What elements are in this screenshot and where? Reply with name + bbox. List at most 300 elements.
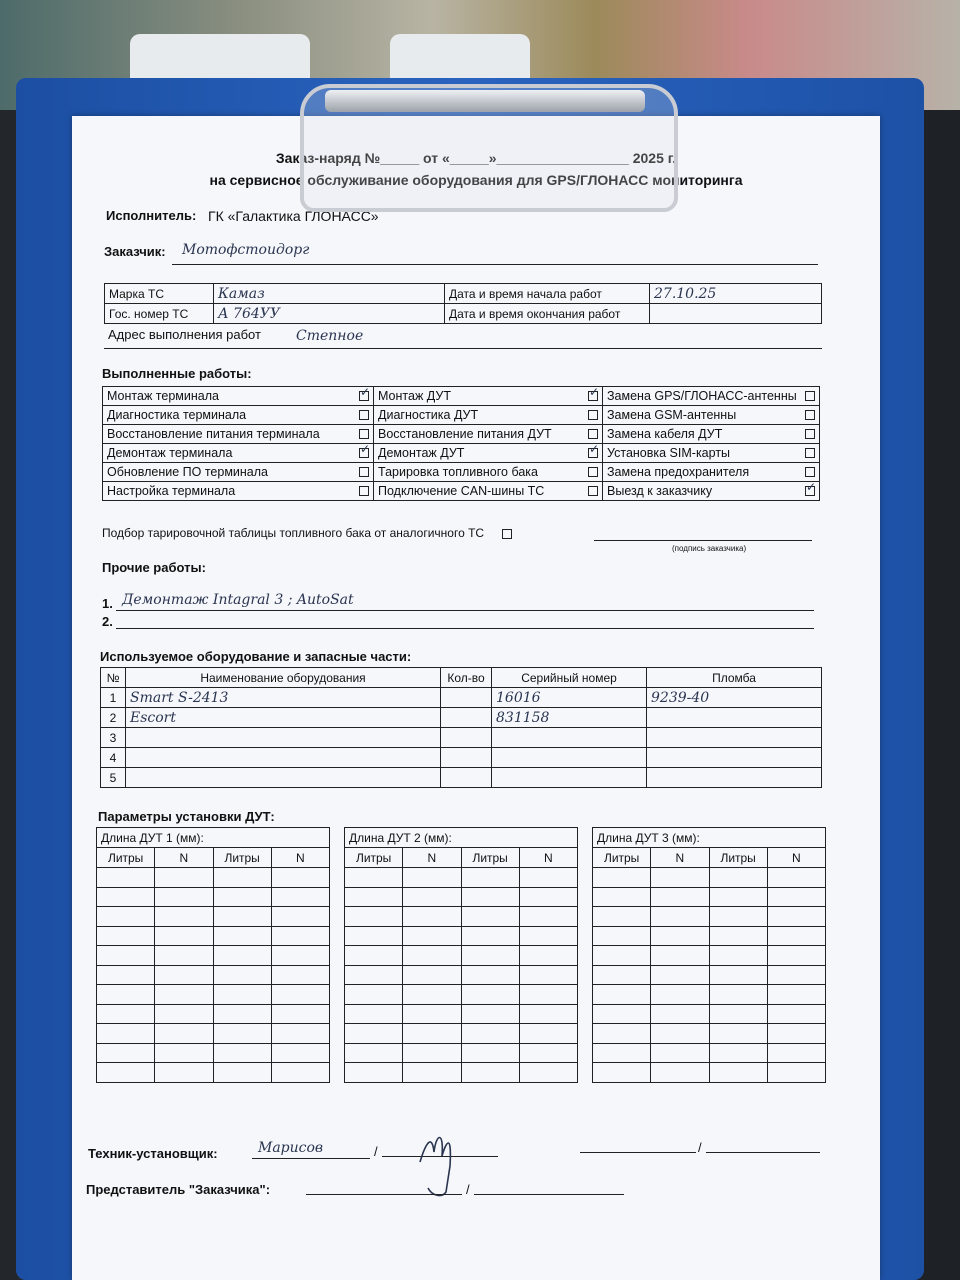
work-item xyxy=(374,387,603,406)
dut-header-cell: Литры xyxy=(97,848,155,868)
other-work-num: 1. xyxy=(102,596,113,611)
dut-cell[interactable] xyxy=(403,965,461,985)
work-item-label: Демонтаж терминала xyxy=(107,446,233,460)
equipment-header-cell: Пломба xyxy=(647,668,822,688)
work-item-content xyxy=(107,484,369,498)
dut-cell[interactable] xyxy=(519,1004,577,1024)
dut-row xyxy=(345,1024,578,1044)
dut-cell[interactable] xyxy=(155,965,213,985)
work-item-checkbox[interactable] xyxy=(359,391,369,401)
dut-header-cell: N xyxy=(519,848,577,868)
dut-cell[interactable] xyxy=(709,1063,767,1083)
equipment-cell xyxy=(441,728,492,748)
dut-cell[interactable] xyxy=(97,965,155,985)
dut-cell[interactable] xyxy=(97,985,155,1005)
work-item-checkbox[interactable] xyxy=(805,429,815,439)
dut-cell[interactable] xyxy=(519,946,577,966)
dut-cell[interactable] xyxy=(461,887,519,907)
dut-row xyxy=(345,1043,578,1063)
dut-header-row xyxy=(593,848,826,868)
dut-cell[interactable] xyxy=(345,985,403,1005)
dut-row xyxy=(97,1043,330,1063)
dut-cell[interactable] xyxy=(519,965,577,985)
dut-cell[interactable] xyxy=(345,907,403,927)
other-work-line xyxy=(116,628,814,629)
equipment-row xyxy=(101,708,822,728)
dut-cell[interactable] xyxy=(461,1063,519,1083)
work-item-label: Обновление ПО терминала xyxy=(107,465,268,479)
work-item-checkbox[interactable] xyxy=(805,410,815,420)
work-item-checkbox[interactable] xyxy=(588,429,598,439)
dut-cell[interactable] xyxy=(155,887,213,907)
start-value: 27.10.25 xyxy=(650,284,822,304)
dut-cell[interactable] xyxy=(519,1063,577,1083)
work-item xyxy=(103,444,374,463)
dut-cell[interactable] xyxy=(461,1004,519,1024)
work-item-checkbox[interactable] xyxy=(588,391,598,401)
dut-header-cell: Литры xyxy=(461,848,519,868)
address-value: Степное xyxy=(296,328,364,344)
dut-row xyxy=(345,887,578,907)
dut-cell[interactable] xyxy=(651,907,709,927)
dut-cell[interactable] xyxy=(651,1004,709,1024)
work-item xyxy=(374,406,603,425)
works-title: Выполненные работы: xyxy=(102,366,252,381)
dut-cell[interactable] xyxy=(403,985,461,1005)
dut-cell[interactable] xyxy=(593,887,651,907)
work-order-sheet xyxy=(72,116,880,1280)
work-item-content xyxy=(607,408,815,422)
dut-cell[interactable] xyxy=(213,1063,271,1083)
dut-cell[interactable] xyxy=(403,887,461,907)
dut-row xyxy=(97,926,330,946)
dut-row xyxy=(97,965,330,985)
works-row xyxy=(103,482,820,501)
equipment-cell xyxy=(441,688,492,708)
dut-cell[interactable] xyxy=(213,868,271,888)
work-item-content xyxy=(378,446,598,460)
dut-cell[interactable] xyxy=(767,1024,825,1044)
dut-cell[interactable] xyxy=(213,1043,271,1063)
dut-caption-row xyxy=(97,828,330,848)
technician-signature xyxy=(412,1122,482,1202)
dut-header-cell: N xyxy=(403,848,461,868)
dut-row xyxy=(593,868,826,888)
dut-cell[interactable] xyxy=(767,887,825,907)
customer-value: Мотофстоидорг xyxy=(182,242,310,258)
works-row xyxy=(103,425,820,444)
dut-cell[interactable] xyxy=(403,1004,461,1024)
dut-row xyxy=(345,946,578,966)
technician-name-line xyxy=(252,1158,370,1159)
representative-name-line xyxy=(306,1194,462,1195)
dut-cell[interactable] xyxy=(709,946,767,966)
dut-row xyxy=(97,868,330,888)
dut-cell[interactable] xyxy=(519,868,577,888)
dut-cell[interactable] xyxy=(461,1043,519,1063)
dut-cell[interactable] xyxy=(767,946,825,966)
dut-header-cell: N xyxy=(155,848,213,868)
work-item-label: Установка SIM-карты xyxy=(607,446,731,460)
dut-cell[interactable] xyxy=(593,907,651,927)
dut-row xyxy=(593,985,826,1005)
clipboard-clip-bar xyxy=(325,90,645,112)
equipment-cell xyxy=(441,708,492,728)
dut-cell[interactable] xyxy=(97,1004,155,1024)
work-item-checkbox[interactable] xyxy=(359,410,369,420)
dut-cell[interactable] xyxy=(155,985,213,1005)
work-item-checkbox[interactable] xyxy=(588,467,598,477)
dut-cell[interactable] xyxy=(651,985,709,1005)
dut-cell[interactable] xyxy=(651,926,709,946)
dut-cell[interactable] xyxy=(519,985,577,1005)
work-item-content xyxy=(378,465,598,479)
equipment-header-cell: Кол-во xyxy=(441,668,492,688)
work-item-content xyxy=(607,427,815,441)
dut-cell[interactable] xyxy=(271,1063,329,1083)
dut-cell[interactable] xyxy=(709,1043,767,1063)
dut-cell[interactable] xyxy=(709,965,767,985)
dut-row xyxy=(593,965,826,985)
work-item-label: Настройка терминала xyxy=(107,484,236,498)
equipment-header-cell: Серийный номер xyxy=(492,668,647,688)
dut-cell[interactable] xyxy=(651,868,709,888)
dut-cell[interactable] xyxy=(651,965,709,985)
work-item-content xyxy=(378,484,598,498)
equipment-cell: 4 xyxy=(101,748,126,768)
dut-cell[interactable] xyxy=(709,1004,767,1024)
equipment-header-cell: № xyxy=(101,668,126,688)
equipment-cell xyxy=(441,748,492,768)
work-item-checkbox[interactable] xyxy=(588,410,598,420)
dut-cell[interactable] xyxy=(155,946,213,966)
dut-cell[interactable] xyxy=(271,965,329,985)
dut-cell[interactable] xyxy=(213,907,271,927)
other-works-title: Прочие работы: xyxy=(102,560,206,575)
dut-cell[interactable] xyxy=(767,926,825,946)
dut-cell[interactable] xyxy=(651,887,709,907)
dut-cell[interactable] xyxy=(593,1024,651,1044)
customer-line xyxy=(172,264,818,265)
dut-cell[interactable] xyxy=(593,1043,651,1063)
line-blank xyxy=(580,1152,696,1153)
dut-cell[interactable] xyxy=(767,1043,825,1063)
dut-cell[interactable] xyxy=(271,1024,329,1044)
work-item-content xyxy=(607,484,815,498)
work-item xyxy=(103,387,374,406)
dut-cell[interactable] xyxy=(403,1043,461,1063)
technician-label: Техник-установщик: xyxy=(88,1146,218,1161)
equipment-cell: 2 xyxy=(101,708,126,728)
dut-cell[interactable] xyxy=(345,1043,403,1063)
dut-cell[interactable] xyxy=(271,907,329,927)
dut-cell[interactable] xyxy=(461,946,519,966)
customer-signature-caption: (подпись заказчика) xyxy=(672,544,747,553)
work-item-content xyxy=(107,408,369,422)
dut-cell[interactable] xyxy=(461,926,519,946)
work-item-checkbox[interactable] xyxy=(805,486,815,496)
dut-cell[interactable] xyxy=(403,907,461,927)
dut-cell[interactable] xyxy=(213,946,271,966)
equipment-cell xyxy=(441,768,492,788)
dut-cell[interactable] xyxy=(403,926,461,946)
work-item-checkbox[interactable] xyxy=(359,467,369,477)
dut-cell[interactable] xyxy=(593,965,651,985)
dut-cell[interactable] xyxy=(651,1043,709,1063)
work-item-label: Подключение CAN-шины ТС xyxy=(378,484,545,498)
equipment-cell xyxy=(126,728,441,748)
work-item-label: Диагностика ДУТ xyxy=(378,408,479,422)
equipment-cell: 5 xyxy=(101,768,126,788)
slash: / xyxy=(374,1144,378,1159)
work-item-content xyxy=(607,446,815,460)
work-item xyxy=(103,463,374,482)
dut-cell[interactable] xyxy=(593,985,651,1005)
work-item-content xyxy=(607,389,815,403)
dut-cell[interactable] xyxy=(213,1024,271,1044)
plate-label: Гос. номер ТС xyxy=(105,304,214,324)
dut-cell[interactable] xyxy=(155,868,213,888)
dut-cell[interactable] xyxy=(651,1063,709,1083)
dut-cell[interactable] xyxy=(461,907,519,927)
works-table xyxy=(102,386,820,501)
dut-cell[interactable] xyxy=(461,868,519,888)
dut-cell[interactable] xyxy=(213,1004,271,1024)
work-item-checkbox[interactable] xyxy=(805,467,815,477)
tare-selection-checkbox[interactable] xyxy=(502,529,512,539)
dut-cell[interactable] xyxy=(155,1043,213,1063)
dut-row xyxy=(97,887,330,907)
dut-cell[interactable] xyxy=(345,887,403,907)
dut-cell[interactable] xyxy=(767,907,825,927)
work-item-label: Монтаж терминала xyxy=(107,389,219,403)
work-item xyxy=(603,425,820,444)
equipment-cell xyxy=(647,768,822,788)
dut-cell[interactable] xyxy=(155,1063,213,1083)
dut-length-label: Длина ДУТ 1 (мм): xyxy=(97,828,330,848)
dut-header-cell: N xyxy=(651,848,709,868)
dut-cell[interactable] xyxy=(709,985,767,1005)
dut-cell[interactable] xyxy=(345,965,403,985)
address-label: Адрес выполнения работ xyxy=(108,327,261,342)
work-item-checkbox[interactable] xyxy=(588,448,598,458)
dut-cell[interactable] xyxy=(155,1004,213,1024)
dut-cell[interactable] xyxy=(651,946,709,966)
dut-row xyxy=(593,1004,826,1024)
dut-cell[interactable] xyxy=(403,868,461,888)
dut-row xyxy=(345,965,578,985)
dut-cell[interactable] xyxy=(709,1024,767,1044)
dut-cell[interactable] xyxy=(461,985,519,1005)
dut-cell[interactable] xyxy=(519,1043,577,1063)
dut-caption-row xyxy=(593,828,826,848)
dut-cell[interactable] xyxy=(709,868,767,888)
dut-cell[interactable] xyxy=(593,1063,651,1083)
works-row xyxy=(103,463,820,482)
equipment-cell xyxy=(647,708,822,728)
dut-row xyxy=(97,985,330,1005)
dut-cell[interactable] xyxy=(271,1004,329,1024)
equipment-row xyxy=(101,688,822,708)
work-item-content xyxy=(378,408,598,422)
dut-cell[interactable] xyxy=(345,1024,403,1044)
dut-cell[interactable] xyxy=(593,868,651,888)
dut-cell[interactable] xyxy=(155,926,213,946)
works-row xyxy=(103,406,820,425)
dut-cell[interactable] xyxy=(271,887,329,907)
work-item xyxy=(103,425,374,444)
dut-cell[interactable] xyxy=(97,1024,155,1044)
equipment-cell: Escort xyxy=(126,708,441,728)
technician-name: Марисов xyxy=(258,1140,324,1156)
equipment-cell xyxy=(126,768,441,788)
dut-length-label: Длина ДУТ 3 (мм): xyxy=(593,828,826,848)
brand-label: Марка ТС xyxy=(105,284,214,304)
dut-cell[interactable] xyxy=(593,926,651,946)
dut-cell[interactable] xyxy=(345,868,403,888)
dut-header-cell: Литры xyxy=(709,848,767,868)
dut-row xyxy=(97,907,330,927)
dut-cell[interactable] xyxy=(271,926,329,946)
work-item-label: Замена GPS/ГЛОНАСС-антенны xyxy=(607,389,797,403)
dut-cell[interactable] xyxy=(97,868,155,888)
dut-cell[interactable] xyxy=(403,1024,461,1044)
work-item-checkbox[interactable] xyxy=(359,486,369,496)
work-item-label: Замена GSM-антенны xyxy=(607,408,737,422)
dut-cell[interactable] xyxy=(767,965,825,985)
dut-cell[interactable] xyxy=(461,1024,519,1044)
work-item-checkbox[interactable] xyxy=(805,448,815,458)
work-item-label: Восстановление питания ДУТ xyxy=(378,427,552,441)
dut-row xyxy=(593,1043,826,1063)
dut-cell[interactable] xyxy=(271,868,329,888)
dut-cell[interactable] xyxy=(519,887,577,907)
dut-cell[interactable] xyxy=(97,946,155,966)
dut-cell[interactable] xyxy=(709,926,767,946)
dut-cell[interactable] xyxy=(155,1024,213,1044)
work-item xyxy=(603,406,820,425)
dut-cell[interactable] xyxy=(519,907,577,927)
dut-header-row xyxy=(97,848,330,868)
work-item-label: Монтаж ДУТ xyxy=(378,389,451,403)
work-item-content xyxy=(107,446,369,460)
work-item-checkbox[interactable] xyxy=(359,448,369,458)
dut-cell[interactable] xyxy=(213,965,271,985)
slash: / xyxy=(466,1182,470,1197)
dut-cell[interactable] xyxy=(709,887,767,907)
dut-cell[interactable] xyxy=(271,1043,329,1063)
work-item-checkbox[interactable] xyxy=(588,486,598,496)
dut-header-cell: Литры xyxy=(345,848,403,868)
dut-cell[interactable] xyxy=(97,887,155,907)
dut-cell[interactable] xyxy=(345,1004,403,1024)
equipment-row xyxy=(101,768,822,788)
dut-cell[interactable] xyxy=(97,907,155,927)
dut-row xyxy=(593,1063,826,1083)
dut-row xyxy=(345,985,578,1005)
dut-cell[interactable] xyxy=(767,1063,825,1083)
dut-row xyxy=(345,1063,578,1083)
work-item xyxy=(103,406,374,425)
dut-cell[interactable] xyxy=(345,926,403,946)
work-item-checkbox[interactable] xyxy=(359,429,369,439)
work-item xyxy=(374,444,603,463)
equipment-table xyxy=(100,667,822,788)
work-item-checkbox[interactable] xyxy=(805,391,815,401)
work-item-label: Тарировка топливного бака xyxy=(378,465,538,479)
dut-cell[interactable] xyxy=(97,1063,155,1083)
dut-row xyxy=(593,887,826,907)
work-item xyxy=(374,482,603,501)
executor-value: ГК «Галактика ГЛОНАСС» xyxy=(208,208,379,224)
work-item xyxy=(603,482,820,501)
dut-cell[interactable] xyxy=(709,907,767,927)
equipment-cell: 831158 xyxy=(492,708,647,728)
dut-header-cell: N xyxy=(767,848,825,868)
dut-cell[interactable] xyxy=(403,1063,461,1083)
dut-cell[interactable] xyxy=(213,887,271,907)
other-work-line xyxy=(116,610,814,611)
dut-row xyxy=(593,946,826,966)
equipment-cell xyxy=(647,748,822,768)
dut-cell[interactable] xyxy=(767,1004,825,1024)
dut-cell[interactable] xyxy=(271,946,329,966)
dut-row xyxy=(97,1063,330,1083)
dut-cell[interactable] xyxy=(97,1043,155,1063)
dut-row xyxy=(345,907,578,927)
end-value xyxy=(650,304,822,324)
slash: / xyxy=(698,1140,702,1155)
dut-cell[interactable] xyxy=(345,1063,403,1083)
equipment-cell: Smart S-2413 xyxy=(126,688,441,708)
dut-cell[interactable] xyxy=(767,985,825,1005)
dut-header-row xyxy=(345,848,578,868)
dut-row xyxy=(593,926,826,946)
work-item xyxy=(374,425,603,444)
work-item-content xyxy=(378,427,598,441)
equipment-cell xyxy=(492,728,647,748)
work-item-label: Выезд к заказчику xyxy=(607,484,713,498)
dut-cell[interactable] xyxy=(651,1024,709,1044)
dut-title: Параметры установки ДУТ: xyxy=(98,809,275,824)
end-label: Дата и время окончания работ xyxy=(445,304,650,324)
document-title: Заказ-наряд №_____ от «_____»_________________ 2025 г. xyxy=(275,150,677,166)
dut-header-cell: Литры xyxy=(593,848,651,868)
dut-row xyxy=(345,868,578,888)
dut-cell[interactable] xyxy=(767,868,825,888)
equipment-cell: 16016 xyxy=(492,688,647,708)
dut-cell[interactable] xyxy=(403,946,461,966)
work-item-content xyxy=(378,389,598,403)
dut-cell[interactable] xyxy=(519,926,577,946)
dut-cell[interactable] xyxy=(461,965,519,985)
equipment-title: Используемое оборудование и запасные части: xyxy=(100,649,412,664)
dut-cell[interactable] xyxy=(97,926,155,946)
dut-cell[interactable] xyxy=(519,1024,577,1044)
dut-row xyxy=(345,1004,578,1024)
dut-cell[interactable] xyxy=(213,926,271,946)
work-item-label: Демонтаж ДУТ xyxy=(378,446,465,460)
dut-cell[interactable] xyxy=(213,985,271,1005)
work-item xyxy=(603,387,820,406)
dut-cell[interactable] xyxy=(593,1004,651,1024)
equipment-cell: 1 xyxy=(101,688,126,708)
dut-cell[interactable] xyxy=(155,907,213,927)
dut-cell[interactable] xyxy=(593,946,651,966)
dut-cell[interactable] xyxy=(345,946,403,966)
equipment-row xyxy=(101,728,822,748)
dut-cell[interactable] xyxy=(271,985,329,1005)
